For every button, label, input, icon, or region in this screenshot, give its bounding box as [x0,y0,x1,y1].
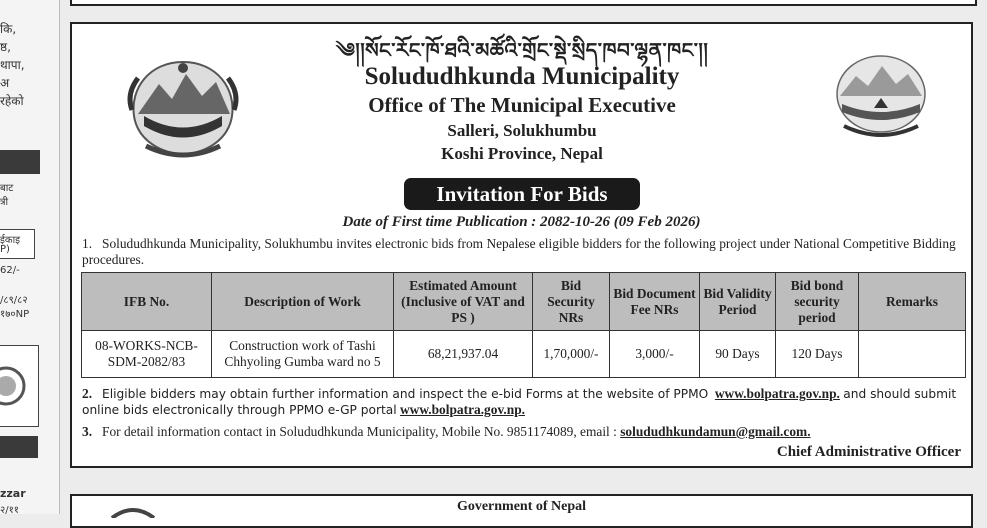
left-emblem-box [0,345,39,427]
validity-period: 90 Days [700,331,776,378]
ppmo-website-link[interactable]: www.bolpatra.gov.np. [714,386,840,401]
municipality-logo-icon [834,54,928,142]
bid-table [81,272,966,378]
left-footer-bar [0,436,38,458]
left-box [0,229,35,259]
column-header: Bid bond security period [776,273,859,331]
bond-security-period: 120 Days [776,331,859,378]
municipality-name: Solududhkunda Municipality [364,63,680,90]
left-text: ईकाइ [0,235,21,246]
previous-notice-border [70,0,977,6]
column-divider [59,0,60,514]
left-text: १७०NP [0,309,30,320]
left-header-bar [0,150,40,174]
paragraph-3 [82,424,970,440]
paragraph-number: 3. [82,424,93,439]
left-text: /८९/८२ [0,295,28,306]
paragraph-number: 1. [82,236,93,251]
column-header: Bid Security NRs [533,273,610,331]
tibetan-title: ༄།།སོང་རོང་ཁོ་ཐའི་མཚོའི་གྲོང་སྡེ་སྲིད་ཁབ་ལྷན་ཁང་།། [335,38,709,62]
column-header: Bid Document Fee NRs [610,273,700,331]
paragraph-text: Eligible bidders may obtain further information and inspect the e-bid Forms at the website of PPMO [102,387,709,401]
office-location: Salleri, Solukhumbu [447,121,597,140]
left-text: बाट [0,183,14,194]
document-fee: 3,000/- [610,331,700,378]
bid-security: 1,70,000/- [533,331,610,378]
left-text: ष्ठ, [0,40,11,54]
left-text: P) [0,244,10,255]
paragraph-number: 2. [82,386,93,401]
left-text: रहेको [0,94,24,108]
paragraph-text: For detail information contact in Solududhkunda Municipality, Mobile No. 9851174089, email : [102,424,617,439]
paragraph-text: and should submit online bids electronically through PPMO e-GP portal [82,387,957,417]
paragraph-text: Solududhkunda Municipality, Solukhumbu invites electronic bids from Nepalese eligible bidders for the following project under National Competitive Bidding procedures. [82,236,956,267]
office-name: Office of The Municipal Executive [368,93,676,117]
publication-date: Date of First time Publication : 2082-10-26 (09 Feb 2026) [342,214,701,230]
notice-header [302,38,742,165]
paragraph-1 [82,236,970,268]
left-text: कि, [0,22,17,36]
emblem-fragment-icon [0,346,38,426]
next-notice [70,494,973,528]
contact-email-link[interactable]: solududhkundamun@gmail.com. [620,424,811,439]
bid-notice [70,22,973,468]
left-column [0,0,60,514]
signatory-title: Chief Administrative Officer [776,444,961,460]
table-row [82,331,966,378]
notice-heading: Invitation For Bids [404,178,640,210]
work-description: Construction work of Tashi Chhyoling Gumba ward no 5 [212,331,394,378]
left-text: २/११ [0,505,19,514]
column-header: Estimated Amount (Inclusive of VAT and PS ) [394,273,533,331]
left-text: थापा, [0,58,25,72]
paragraph-2 [82,386,970,418]
column-header: Description of Work [212,273,394,331]
left-text: त्री [0,197,9,208]
remarks [859,331,966,378]
table-header-row [82,273,966,331]
left-text: अ [0,76,10,90]
column-header: Remarks [859,273,966,331]
egp-portal-link[interactable]: www.bolpatra.gov.np. [399,402,525,417]
next-notice-title: Government of Nepal [456,499,587,514]
next-notice-emblem-icon [108,506,158,518]
left-text: 62/- [0,265,20,276]
column-header: Bid Validity Period [700,273,776,331]
column-header: IFB No. [82,273,212,331]
estimated-amount: 68,21,937.04 [394,331,533,378]
ifb-number: 08-WORKS-NCB-SDM-2082/83 [82,331,212,378]
left-text: zzar [0,487,26,500]
nepal-emblem-icon [124,54,242,164]
office-province: Koshi Province, Nepal [441,144,603,163]
